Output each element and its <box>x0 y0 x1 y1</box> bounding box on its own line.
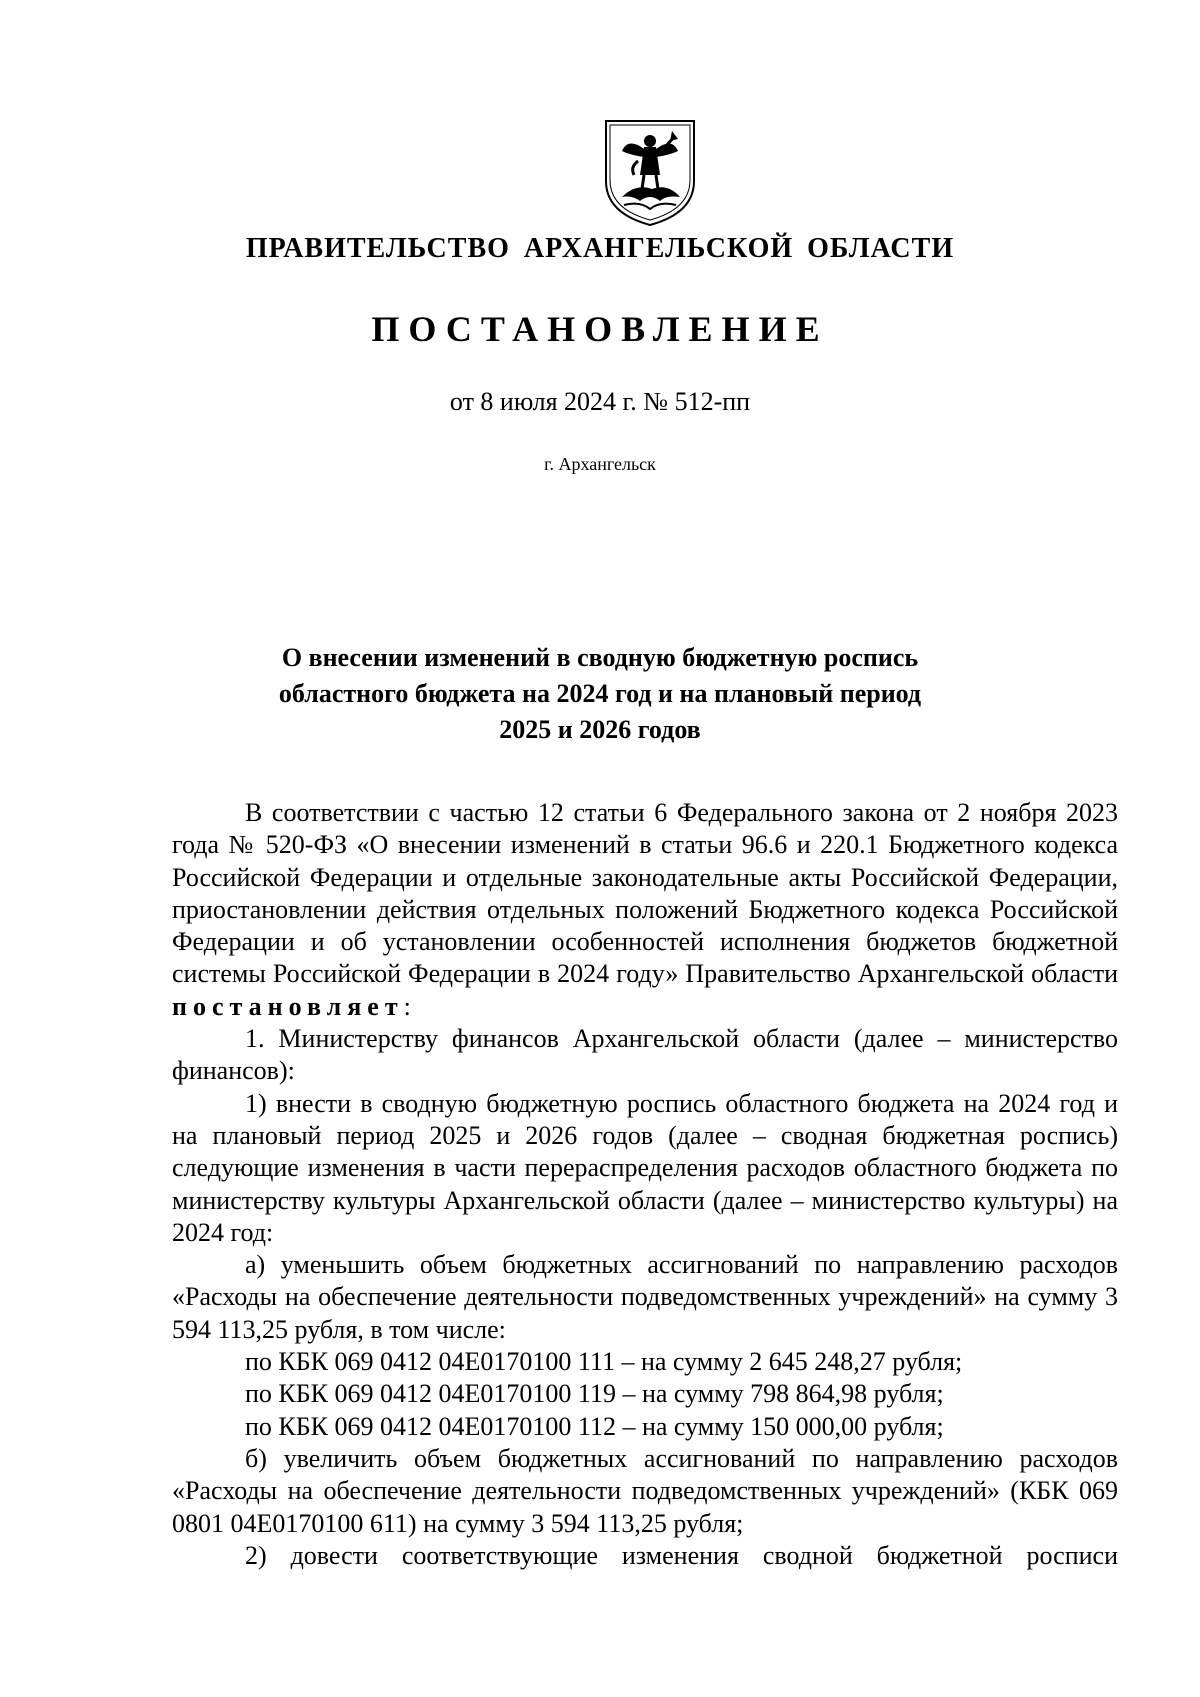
document-city: г. Архангельск <box>544 454 656 474</box>
title-line-3: 2025 и 2026 годов <box>499 715 701 744</box>
paragraph-kbk-1: по КБК 069 0412 04Е0170100 111 – на сумму 2 645 248,27 рубля; <box>245 1347 963 1377</box>
document-title <box>0 640 1200 748</box>
paragraph-item-1: 1. Министерству финансов Архангельской области (далее – министерство финансов): <box>172 1024 1118 1086</box>
paragraph-kbk-2: по КБК 069 0412 04Е0170100 119 – на сумму 798 864,98 рубля; <box>245 1379 944 1409</box>
paragraph-preamble <box>172 797 1118 1023</box>
paragraph-subitem-b: б) увеличить объем бюджетных ассигнований по направлению расходов «Расходы на обеспечение деятельности подведомственных учреждений» (КБК 069 0801 04Е0170100 611) на сумму 3 594 113,25 рубля; <box>172 1443 1118 1538</box>
coat-of-arms-emblem <box>600 117 700 229</box>
preamble-text: В соответствии с частью 12 статьи 6 Федерального закона от 2 ноября 2023 года № 520-ФЗ «О внесении изменений в статьи 96.6 и 220.1 Бюджетного кодекса Российской Федерации и отдельные законодательные акты Российской Федерации, приостановлении действия отдельных положений Бюджетного кодекса Российской Федерации и об установлении особенностей исполнения бюджетов бюджетной системы Российской Федерации в 2024 году» Правительство Архангельской области <box>172 798 1118 989</box>
decree-word: постановляет <box>172 991 404 1021</box>
paragraph-subitem-1: 1) внести в сводную бюджетную роспись областного бюджета на 2024 год и на плановый период 2025 и 2026 годов (далее – сводная бюджетная роспись) следующие изменения в части перераспределения расходов областного бюджета по министерству культуры Архангельской области (далее – министерство культуры) на 2024 год: <box>172 1088 1118 1247</box>
document-body <box>172 797 1118 1572</box>
title-line-1: О внесении изменений в сводную бюджетную роспись <box>281 643 919 672</box>
document-date-number: от 8 июля 2024 г. № 512-пп <box>449 387 751 416</box>
paragraph-kbk-3: по КБК 069 0412 04Е0170100 112 – на сумму 150 000,00 рубля; <box>245 1411 944 1441</box>
paragraph-subitem-a: а) уменьшить объем бюджетных ассигнований по направлению расходов «Расходы на обеспечение деятельности подведомственных учреждений» на сумму 3 594 113,25 рубля, в том числе: <box>172 1250 1118 1344</box>
document-type: ПОСТАНОВЛЕНИЕ <box>371 309 829 349</box>
organization-name: ПРАВИТЕЛЬСТВО АРХАНГЕЛЬСКОЙ ОБЛАСТИ <box>245 233 955 264</box>
title-line-2: областного бюджета на 2024 год и на плановый период <box>278 679 922 708</box>
paragraph-subitem-2: 2) довести соответствующие изменения сводной бюджетной росписи <box>245 1540 1118 1570</box>
decree-colon: : <box>403 991 411 1021</box>
